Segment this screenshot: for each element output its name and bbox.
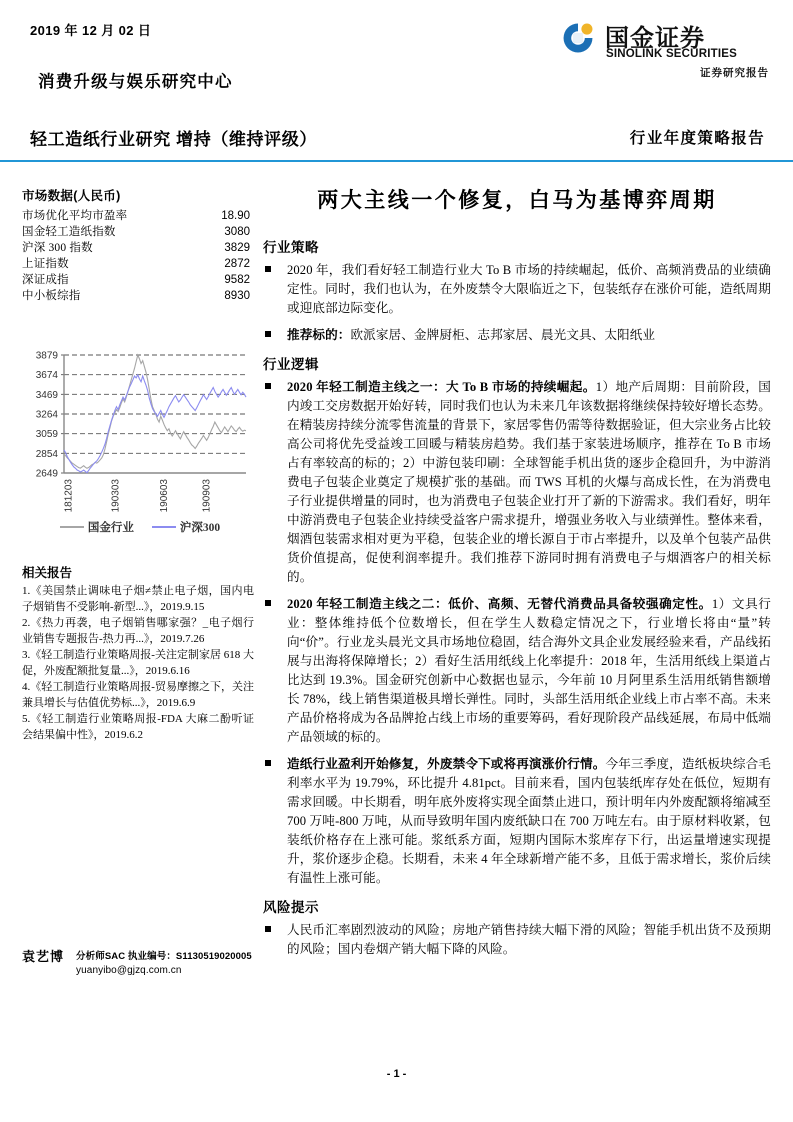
brand-logo — [561, 18, 771, 84]
table-row — [22, 272, 250, 288]
bullet-lead: 2020 年轻工制造主线之二：低价、高频、无替代消费品具备较强确定性。 — [287, 597, 712, 611]
logo-subtitle: 证券研究报告 — [700, 68, 769, 79]
table-row — [22, 288, 250, 304]
market-data-label: 深证成指 — [22, 274, 69, 286]
bullet-item — [263, 755, 771, 888]
market-data-value: 8930 — [224, 290, 250, 302]
bullet-square-icon — [263, 755, 287, 766]
sinolink-ring-logo-icon — [561, 21, 595, 55]
related-reports — [22, 563, 254, 744]
bullet-square-icon — [263, 326, 287, 337]
chart-y-tick-label: 3264 — [35, 409, 58, 421]
table-row — [22, 256, 250, 272]
analyst-meta — [76, 946, 254, 976]
legend-swatch-icon — [152, 526, 176, 528]
bullet-square-icon — [263, 378, 287, 389]
bullet-body: 2020 年，我们看好轻工制造行业大 To B 市场的持续崛起，低价、高频消费品的业绩确定性。同时，我们也认为，在外废禁令大限临近之下，包装纸存在涨价可能，造纸周期或迎底部边际变化。 — [287, 263, 771, 315]
table-row — [22, 208, 250, 224]
bullet-text — [287, 326, 771, 345]
market-data-label: 国金轻工造纸指数 — [22, 226, 116, 238]
section-heading: 行业策略 — [263, 240, 319, 255]
bullet-text — [287, 378, 771, 587]
chart-y-tick-label: 3059 — [35, 429, 58, 441]
related-report-item[interactable]: 5.《轻工制造行业策略周报-FDA 大麻二酚听证会结果偏中性》，2019.6.2 — [22, 713, 254, 741]
table-row — [22, 240, 250, 256]
bullet-text — [287, 261, 771, 318]
section-heading: 行业逻辑 — [263, 357, 319, 372]
related-report-item[interactable]: 4.《轻工制造行业策略周报-贸易摩擦之下，关注兼具增长与估值优势标...》，2019.6.9 — [22, 681, 254, 709]
legend-label: 国金行业 — [87, 522, 134, 534]
chart-x-tick-label: 190603 — [158, 479, 170, 513]
related-reports-title: 相关报告 — [22, 566, 73, 580]
bullet-item — [263, 326, 771, 345]
bullet-body: 1）文具行业：整体维持低个位数增长，但在学生人数稳定情况之下，行业增长将由“量”转向“价”。行业龙头晨光文具市场地位稳固，结合海外文具企业发展经验来看，产品线拓展与出海将保障增长；2）看好生活用纸线上化率提升：2018 年，生活用纸线上渠道占比达到 19.3%。国金研究创新中心数据也显示，今年前 10 月阿里系生活用纸销售额增长 78%，线上销售渠道极具增长弹性。同时，头部生活用纸企业线上市占率不高。未来产品价格将成为各品牌抢占线上市场的重要筹码，看好现阶段产品线延展，布局中低端产品领域的标的。 — [287, 597, 771, 744]
bullet-body: 今年三季度，造纸板块综合毛利率水平为 19.79%，环比提升 4.81pct。目前来看，国内包装纸库存处在低位，短期有需求回暖。中长期看，明年底外废将实现全面禁止进口，预计明年内外废配额将缩减至 700 万吨-800 万吨，从而导致明年国内废纸缺口在 700 万吨左右。由于原材料收紧，包装纸价格存在上涨可能。浆纸系方面，短期内国际木浆库存下行，出运量增速实现提升，浆价逐步企稳。长期看，未来 4 年全球新增产能不多，且低于需求增长，浆价后续有温性上涨可能。 — [287, 757, 771, 885]
analyst-email[interactable]: yuanyibo@gjzq.com.cn — [76, 965, 182, 976]
chart-x-tick-label: 190903 — [201, 479, 213, 513]
bullet-lead: 推荐标的： — [287, 328, 351, 342]
chart-x-tick-label: 190303 — [110, 479, 122, 513]
market-data-value: 18.90 — [221, 210, 250, 222]
chart-series-line-1 — [64, 375, 246, 473]
section-heading: 风险提示 — [263, 900, 319, 915]
index-performance-chart — [18, 345, 250, 545]
bullet-text — [287, 921, 771, 959]
research-center-label: 消费升级与娱乐研究中心 — [38, 72, 233, 91]
legend-item — [60, 519, 134, 535]
market-data-label: 中小板综指 — [22, 290, 81, 302]
chart-y-tick-label: 3674 — [35, 370, 58, 382]
logo-chinese-name: 国金证券 — [605, 25, 705, 52]
page-title: 两大主线一个修复，白马为基博弈周期 — [317, 188, 717, 212]
bullet-square-icon — [263, 921, 287, 932]
bullet-body: 欧派家居、金牌厨柜、志邦家居、晨光文具、太阳纸业 — [350, 328, 656, 342]
analyst-info — [22, 946, 260, 976]
bullet-lead: 2020 年轻工制造主线之一：大 To B 市场的持续崛起。 — [287, 380, 596, 394]
related-report-item[interactable]: 3.《轻工制造行业策略周报-关注定制家居 618 大促，外废配额批复量...》，2019.6.16 — [22, 649, 254, 677]
report-date: 2019 年 12 月 02 日 — [30, 23, 152, 38]
report-type-label: 行业年度策略报告 — [629, 130, 765, 147]
chart-y-tick-label: 3879 — [35, 350, 58, 362]
market-data-value: 3829 — [224, 242, 250, 254]
legend-label: 沪深300 — [179, 522, 221, 534]
bullet-item — [263, 595, 771, 747]
table-row — [22, 224, 250, 240]
page-number: - 1 - — [386, 1068, 407, 1080]
market-data-label: 市场优化平均市盈率 — [22, 210, 128, 222]
market-data-title: 市场数据(人民币) — [22, 189, 121, 203]
page-header — [0, 0, 793, 162]
market-data-value: 2872 — [224, 258, 250, 270]
chart-y-tick-label: 3469 — [35, 389, 58, 401]
analyst-credential: 分析师SAC 执业编号：S1130519020005 — [76, 951, 252, 962]
chart-y-tick-label: 2649 — [35, 468, 58, 480]
sidebar — [22, 186, 250, 304]
bullet-item — [263, 921, 771, 959]
bullet-body: 1）地产后周期：目前阶段，国内竣工交房数据开始好转，同时我们也认为未来几年该数据将继续保持较好增长态势。在精装房持续分流零售流量的背景下，家居零售仍需等待数据验证，但大宗业务占比较高公司将优先受益竣工回暖与精装房趋势。我们基于家装进场顺序，推荐在 To B 市场占有率较高的标的；2）中游包装印刷：全球智能手机出货的逐步企稳回升，为中游消费电子包装企业奠定了规模扩张的基础。而 TWS 耳机的火爆与高成长性，在为消费电子行业提供增量的同时，也为消费电子包装企业打开了新的下游需求。我们看好，明年中游消费电子包装企业持续受益客户需求提升，增强业务收入与业绩弹性。整体来看，烟酒包装需求相对更为平稳，包装企业的增长源自于市占率提升，以及单个包装产品供货价值提高，促使利润率提升。我们推荐下游同时拥有消费电子与烟酒客户的相关标的。 — [287, 380, 771, 584]
legend-swatch-icon — [60, 526, 84, 528]
bullet-square-icon — [263, 595, 287, 606]
market-data-value: 9582 — [224, 274, 250, 286]
chart-series-line-0 — [64, 355, 246, 468]
chart-legend — [30, 519, 250, 535]
logo-english-name: SINOLINK SECURITIES — [606, 48, 737, 60]
bullet-item — [263, 261, 771, 318]
chart-x-tick-label: 181203 — [63, 479, 75, 513]
bullet-square-icon — [263, 261, 287, 272]
header-divider — [0, 160, 793, 162]
analyst-name: 袁艺博 — [22, 949, 65, 964]
bullet-text — [287, 595, 771, 747]
chart-y-tick-label: 2854 — [35, 448, 58, 460]
market-data-table — [22, 208, 250, 304]
bullet-lead: 造纸行业盈利开始修复，外废禁令下或将再演涨价行情。 — [287, 757, 606, 771]
related-report-item[interactable]: 1.《美国禁止调味电子烟≠禁止电子烟，国内电子烟销售不受影响-新型...》，2019.9.15 — [22, 585, 254, 613]
market-data-label: 沪深 300 指数 — [22, 242, 93, 254]
bullet-item — [263, 378, 771, 587]
bullet-text — [287, 755, 771, 888]
market-data-label: 上证指数 — [22, 258, 69, 270]
market-data-value: 3080 — [224, 226, 250, 238]
main-content — [263, 184, 771, 967]
industry-rating-title: 轻工造纸行业研究 增持（维持评级） — [30, 130, 317, 149]
bullet-body: 人民币汇率剧烈波动的风险；房地产销售持续大幅下滑的风险；智能手机出货不及预期的风险；国内卷烟产销大幅下降的风险。 — [287, 923, 771, 956]
related-report-item[interactable]: 2.《热力再袭，电子烟销售哪家强？_电子烟行业销售专题报告-热力再...》，2019.7.26 — [22, 617, 254, 645]
legend-item — [152, 519, 220, 535]
